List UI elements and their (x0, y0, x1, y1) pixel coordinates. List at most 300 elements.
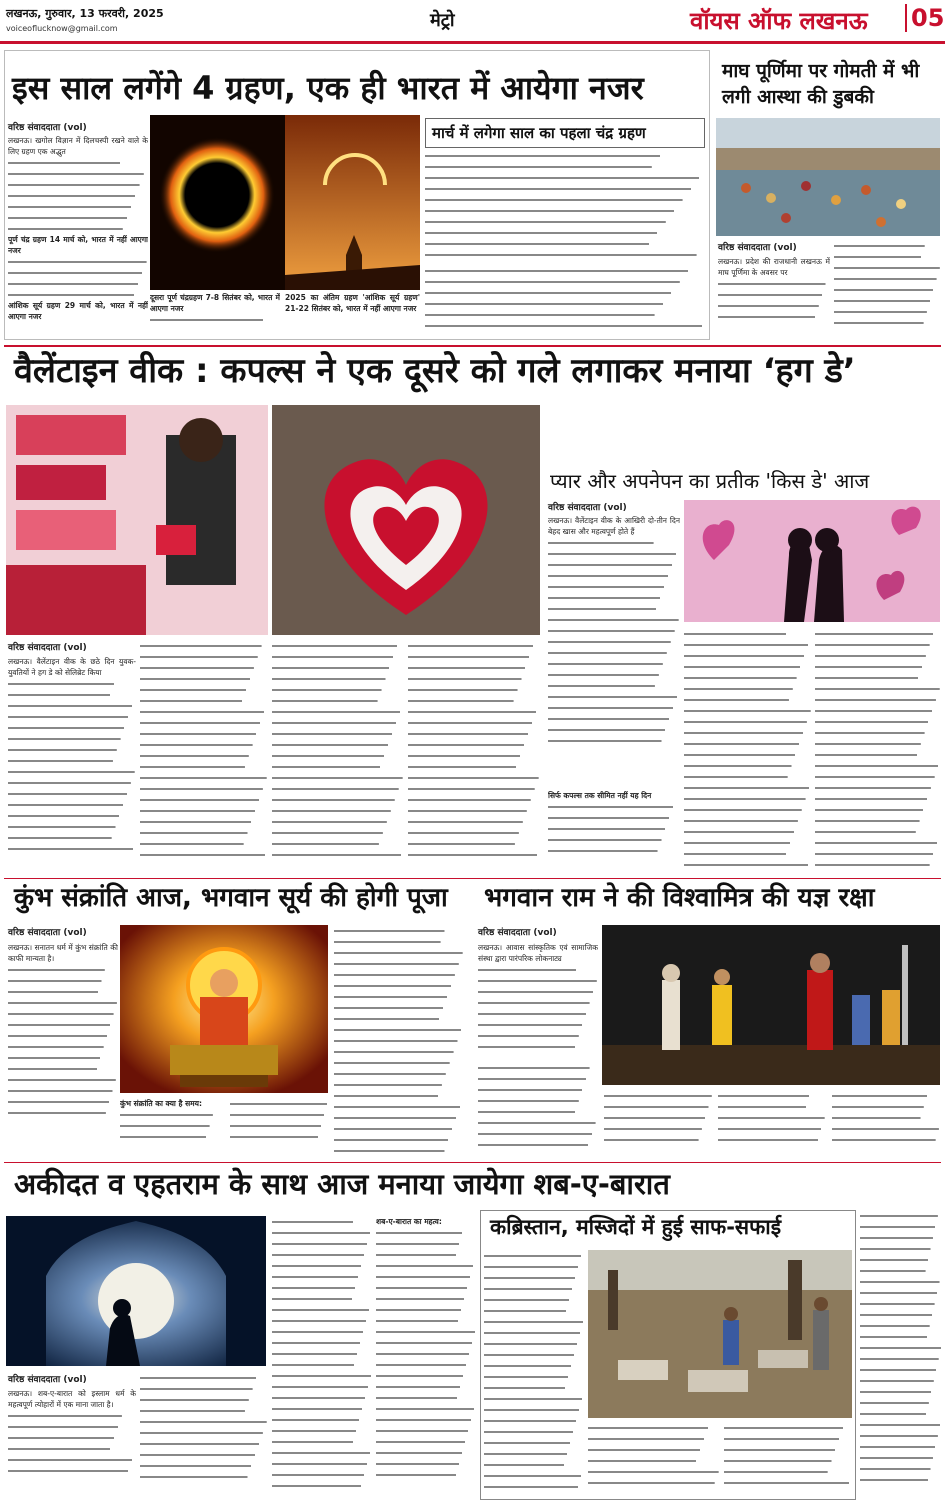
valentine-column-1: लखनऊ। वैलेंटाइन वीक के छठे दिन युवक-युवतियों ने हग डे को सेलिब्रेट किया (8, 656, 136, 874)
newspaper-name: वॉयस ऑफ लखनऊ (690, 7, 868, 35)
text-line (604, 1123, 714, 1134)
text-line (684, 815, 812, 826)
text-line (684, 727, 812, 738)
text-line (478, 1008, 598, 1019)
text-line (815, 639, 941, 650)
text-line (548, 647, 680, 658)
text-line (408, 805, 540, 816)
cleaning-column-2 (588, 1422, 720, 1494)
text-line (8, 201, 148, 212)
text-line (815, 628, 941, 639)
text-line (860, 1441, 942, 1452)
text-line (272, 695, 404, 706)
text-line (272, 1381, 372, 1392)
text-line (860, 1430, 942, 1441)
text-line (8, 832, 136, 843)
shab-column-5 (860, 1210, 942, 1494)
text-line (484, 1338, 584, 1349)
text-line (140, 640, 268, 651)
text-line (408, 761, 540, 772)
text-line (272, 651, 404, 662)
text-line (815, 694, 941, 705)
text-line (272, 1480, 372, 1491)
valentine-column-7 (815, 628, 941, 874)
text-line (376, 1249, 476, 1260)
text-line (484, 1481, 584, 1492)
text-line (334, 1057, 464, 1068)
text-line (376, 1469, 476, 1480)
text-line (272, 640, 404, 651)
valentine-column-5: सिर्फ कपल्स तक सीमित नहीं यह दिन (548, 790, 680, 874)
text-line (484, 1404, 584, 1415)
kiss-day-photo (684, 500, 940, 622)
text-line (272, 1458, 372, 1469)
text-line (376, 1359, 476, 1370)
text-line (408, 783, 540, 794)
text-line (425, 249, 705, 260)
eclipse-column-2: दूसरा पूर्ण चंद्रग्रहण 7-8 सितंबर को, भारत में आएगा नजर (150, 292, 280, 337)
text-line (408, 849, 540, 860)
text-line (425, 309, 705, 320)
text-line (140, 706, 268, 717)
kumbh-column-4 (334, 925, 464, 1158)
issue-date: लखनऊ, गुरुवार, 13 फरवरी, 2025 (6, 7, 164, 20)
text-line (484, 1250, 584, 1261)
text-line (334, 1035, 464, 1046)
text-line (8, 766, 136, 777)
text-line (860, 1276, 942, 1287)
text-line (684, 848, 812, 859)
text-line (860, 1408, 942, 1419)
text-line (548, 812, 680, 823)
text-line (8, 964, 118, 975)
text-line (548, 735, 680, 746)
text-line (478, 1062, 598, 1073)
text-line (334, 969, 464, 980)
text-line (548, 636, 680, 647)
text-line (718, 278, 830, 289)
text-line (478, 1084, 598, 1095)
text-line (815, 837, 941, 848)
text-line (8, 788, 136, 799)
cleaning-column-3 (724, 1422, 852, 1494)
text-line (334, 991, 464, 1002)
text-line (8, 1096, 118, 1107)
text-line (376, 1337, 476, 1348)
magh-column-2 (834, 240, 942, 338)
text-line (272, 1370, 372, 1381)
text-line (484, 1261, 584, 1272)
text-line (8, 700, 136, 711)
text-line (8, 289, 148, 300)
text-line (478, 1106, 598, 1117)
text-line (815, 716, 941, 727)
text-line (478, 1030, 598, 1041)
text-line (8, 1085, 118, 1096)
text-line (484, 1294, 584, 1305)
text-line (860, 1364, 942, 1375)
sun-god-image (120, 925, 328, 1093)
text-line (834, 295, 942, 306)
text-line (815, 661, 941, 672)
text-line (376, 1304, 476, 1315)
text-line (724, 1422, 852, 1433)
ram-column-3 (718, 1090, 828, 1158)
text-line (684, 859, 812, 870)
text-line (140, 750, 268, 761)
text-line (425, 320, 705, 331)
text-line (8, 1041, 118, 1052)
ram-column-1: लखनऊ। आवास सांस्कृतिक एवं सामाजिक संस्था द्वारा पारंपरिक लोकनाट्य (478, 942, 598, 1060)
text-line (478, 1095, 598, 1106)
text-line (684, 837, 812, 848)
text-line (834, 251, 942, 262)
text-line (8, 821, 136, 832)
text-line (140, 849, 268, 860)
text-line (718, 1123, 828, 1134)
text-line (425, 150, 705, 161)
text-line (8, 986, 118, 997)
text-line (376, 1370, 476, 1381)
text-line (860, 1474, 942, 1485)
text-line (140, 1427, 268, 1438)
text-line (815, 705, 941, 716)
text-line (548, 724, 680, 735)
text-line (140, 1416, 268, 1427)
eclipse-column-5 (425, 265, 705, 337)
text-line (718, 1101, 828, 1112)
text-line (484, 1459, 584, 1470)
eclipse-column-1: लखनऊ। खगोल विज्ञान में दिलचस्पी रखने वाले के लिए ग्रहण एक अद्भुत पूर्ण चंद्र ग्रहण 14 मार्च को, भारत में नहीं आएगा नजर आंशिक सूर्य ग्रहण 29 मार्च को, भारत में नहीं आएगा नजर (8, 136, 148, 321)
text-line (408, 816, 540, 827)
text-line (860, 1265, 942, 1276)
text-line (684, 705, 812, 716)
text-line (8, 744, 136, 755)
text-line (272, 1425, 372, 1436)
text-line (8, 212, 148, 223)
kiss-day-column-1: लखनऊ। वैलेंटाइन वीक के आखिरी दो-तीन दिन बेहद खास और महत्वपूर्ण होते हैं (548, 515, 680, 785)
prayer-silhouette-image (6, 1216, 266, 1366)
text-line (272, 1337, 372, 1348)
text-line (588, 1466, 720, 1477)
text-line (8, 810, 136, 821)
eclipse-image (150, 115, 420, 290)
text-line (140, 1394, 268, 1405)
text-line (815, 804, 941, 815)
text-line (376, 1227, 476, 1238)
rose-heart-image (272, 405, 540, 635)
text-line (425, 194, 705, 205)
text-line (272, 816, 404, 827)
text-line (140, 816, 268, 827)
text-line (272, 1282, 372, 1293)
shab-byline: वरिष्ठ संवाददाता (vol) (8, 1375, 87, 1385)
text-line (334, 925, 464, 936)
text-line (588, 1455, 720, 1466)
cleaning-headline: कब्रिस्तान, मस्जिदों में हुई साफ-सफाई (490, 1215, 782, 1239)
text-line (684, 793, 812, 804)
text-line (140, 662, 268, 673)
text-line (588, 1422, 720, 1433)
text-line (272, 783, 404, 794)
valentine-headline: वैलेंटाइन वीक : कपल्स ने एक दूसरे को गले लगाकर मनाया ‘हग डे’ (14, 351, 856, 391)
text-line (8, 678, 136, 689)
text-line (140, 1471, 268, 1482)
magh-photo (716, 118, 940, 236)
text-line (272, 805, 404, 816)
valentine-column-6 (684, 628, 812, 874)
text-line (272, 1260, 372, 1271)
text-line (425, 183, 705, 194)
text-line (8, 1019, 118, 1030)
text-line (8, 1074, 118, 1085)
text-line (815, 859, 941, 870)
text-line (272, 728, 404, 739)
text-line (272, 1326, 372, 1337)
eclipse-column-4 (425, 150, 705, 260)
text-line (408, 673, 540, 684)
text-line (334, 1134, 464, 1145)
text-line (815, 815, 941, 826)
text-line (408, 794, 540, 805)
text-line (484, 1360, 584, 1371)
text-line (376, 1238, 476, 1249)
text-line (334, 1123, 464, 1134)
text-line (140, 739, 268, 750)
text-line (272, 1359, 372, 1370)
contact-email[interactable]: voiceoflucknow@gmail.com (6, 24, 118, 33)
text-line (408, 706, 540, 717)
ram-column-5 (478, 1062, 598, 1158)
text-line (548, 537, 680, 548)
text-line (548, 680, 680, 691)
text-line (860, 1331, 942, 1342)
text-line (684, 683, 812, 694)
text-line (478, 997, 598, 1008)
text-line (832, 1090, 940, 1101)
text-line (484, 1371, 584, 1382)
shab-photo (6, 1216, 266, 1366)
text-line (334, 958, 464, 969)
text-line (815, 650, 941, 661)
text-line (604, 1134, 714, 1145)
text-line (484, 1283, 584, 1294)
text-line (484, 1426, 584, 1437)
ram-photo (602, 925, 940, 1085)
page-number: 05 (905, 4, 944, 32)
text-line (860, 1210, 942, 1221)
text-line (684, 738, 812, 749)
text-line (604, 1101, 714, 1112)
text-line (230, 1098, 330, 1109)
text-line (684, 760, 812, 771)
text-line (548, 823, 680, 834)
text-line (860, 1243, 942, 1254)
text-line (548, 603, 680, 614)
text-line (376, 1271, 476, 1282)
shab-rule (4, 1162, 941, 1163)
text-line (860, 1320, 942, 1331)
valentine-shop-photo (6, 405, 268, 635)
text-line (860, 1254, 942, 1265)
text-line (815, 683, 941, 694)
text-line (834, 317, 942, 328)
text-line (484, 1415, 584, 1426)
text-line (140, 1449, 268, 1460)
text-line (548, 658, 680, 669)
text-line (272, 706, 404, 717)
text-line (8, 843, 136, 854)
gift-shop-image (6, 405, 268, 635)
cleaning-column-1 (484, 1250, 584, 1494)
text-line (724, 1477, 852, 1488)
text-line (548, 691, 680, 702)
text-line (376, 1326, 476, 1337)
text-line (334, 1013, 464, 1024)
text-line (425, 161, 705, 172)
text-line (718, 300, 830, 311)
text-line (815, 672, 941, 683)
text-line (8, 1030, 118, 1041)
text-line (8, 1008, 118, 1019)
valentine-column-4 (408, 640, 540, 874)
magh-headline: माघ पूर्णिमा पर गोमती में भी लगी आस्था की डुबकी (722, 60, 920, 108)
stage-play-image (602, 925, 940, 1085)
text-line (272, 1436, 372, 1447)
text-line (376, 1414, 476, 1425)
text-line (376, 1381, 476, 1392)
text-line (684, 782, 812, 793)
text-line (272, 1403, 372, 1414)
text-line (376, 1458, 476, 1469)
text-line (8, 267, 148, 278)
text-line (376, 1392, 476, 1403)
eclipse-byline: वरिष्ठ संवाददाता (vol) (8, 123, 87, 133)
text-line (272, 1249, 372, 1260)
text-line (860, 1232, 942, 1243)
text-line (8, 799, 136, 810)
text-line (860, 1298, 942, 1309)
text-line (8, 997, 118, 1008)
text-line (140, 1405, 268, 1416)
text-line (548, 625, 680, 636)
text-line (8, 223, 148, 234)
text-line (272, 761, 404, 772)
text-line (272, 1216, 372, 1227)
text-line (684, 639, 812, 650)
valentine-column-2 (140, 640, 268, 874)
shab-column-4: शब-ए-बारात का महत्व: (376, 1216, 476, 1494)
text-line (548, 845, 680, 856)
text-line (815, 771, 941, 782)
text-line (230, 1109, 330, 1120)
ram-byline: वरिष्ठ संवाददाता (vol) (478, 928, 557, 938)
text-line (860, 1419, 942, 1430)
text-line (272, 739, 404, 750)
text-line (376, 1436, 476, 1447)
text-line (140, 1383, 268, 1394)
text-line (588, 1433, 720, 1444)
text-line (815, 738, 941, 749)
text-line (150, 314, 280, 325)
text-line (140, 783, 268, 794)
text-line (140, 794, 268, 805)
text-line (860, 1463, 942, 1474)
text-line (334, 936, 464, 947)
text-line (376, 1315, 476, 1326)
text-line (272, 673, 404, 684)
text-line (832, 1112, 940, 1123)
text-line (272, 1293, 372, 1304)
kiss-day-headline: प्यार और अपनेपन का प्रतीक 'किस डे' आज (550, 469, 870, 493)
text-line (334, 1002, 464, 1013)
text-line (8, 755, 136, 766)
text-line (548, 581, 680, 592)
text-line (334, 1090, 464, 1101)
text-line (684, 672, 812, 683)
text-line (272, 717, 404, 728)
text-line (376, 1425, 476, 1436)
text-line (272, 1469, 372, 1480)
text-line (230, 1131, 330, 1142)
text-line (334, 1068, 464, 1079)
text-line (140, 695, 268, 706)
section-name: मेट्रो (430, 10, 455, 31)
text-line (425, 227, 705, 238)
text-line (140, 838, 268, 849)
text-line (815, 727, 941, 738)
text-line (8, 278, 148, 289)
text-line (8, 689, 136, 700)
text-line (408, 695, 540, 706)
text-line (376, 1447, 476, 1458)
text-line (684, 661, 812, 672)
text-line (272, 1348, 372, 1359)
text-line (8, 1432, 136, 1443)
text-line (718, 1090, 828, 1101)
text-line (832, 1123, 940, 1134)
magh-column-1: लखनऊ। प्रदेश की राजधानी लखनऊ में माघ पूर्णिमा के अवसर पर (718, 256, 830, 338)
eclipse-column-3: 2025 का अंतिम ग्रहण 'आंशिक सूर्य ग्रहण' 21-22 सितंबर को, भारत में नहीं आएगा नजर (285, 293, 420, 313)
text-line (684, 804, 812, 815)
text-line (8, 1063, 118, 1074)
text-line (478, 975, 598, 986)
text-line (376, 1293, 476, 1304)
text-line (408, 728, 540, 739)
text-line (832, 1134, 940, 1145)
text-line (815, 782, 941, 793)
text-line (140, 673, 268, 684)
valentine-rule (4, 345, 941, 347)
text-line (478, 1041, 598, 1052)
text-line (272, 772, 404, 783)
text-line (140, 772, 268, 783)
text-line (8, 1421, 136, 1432)
text-line (815, 749, 941, 760)
text-line (8, 1107, 118, 1118)
kiss-day-byline: वरिष्ठ संवाददाता (vol) (548, 503, 627, 513)
text-line (548, 559, 680, 570)
text-line (8, 179, 148, 190)
text-line (376, 1348, 476, 1359)
text-line (604, 1112, 714, 1123)
text-line (548, 801, 680, 812)
eclipse-headline: इस साल लगेंगे 4 ग्रहण, एक ही भारत में आयेगा नजर (12, 69, 644, 107)
text-line (140, 651, 268, 662)
text-line (334, 1112, 464, 1123)
text-line (834, 262, 942, 273)
text-line (8, 190, 148, 201)
